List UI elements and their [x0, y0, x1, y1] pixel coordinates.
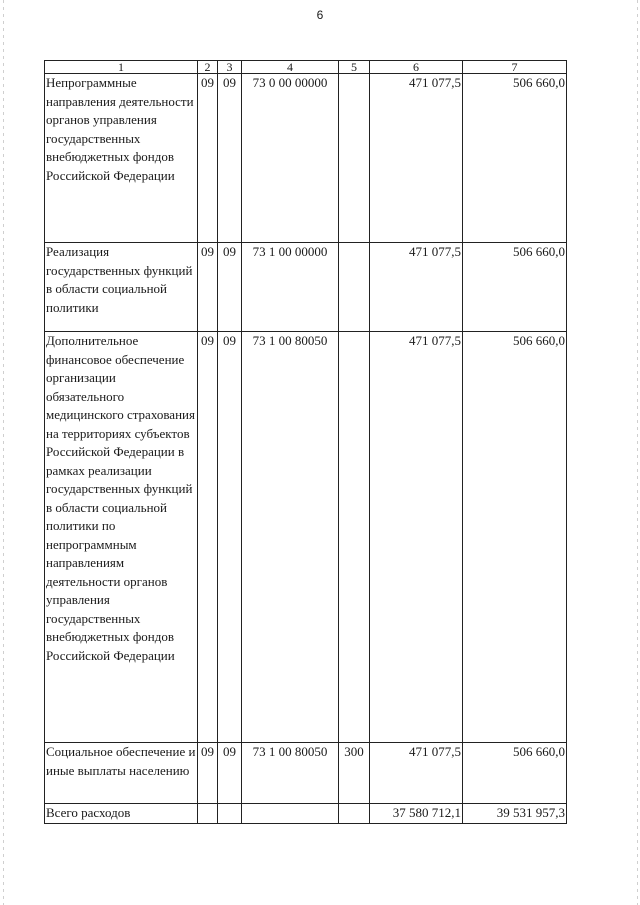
row-expense-type — [339, 243, 370, 332]
table-row — [45, 332, 567, 743]
row-subsection-code: 09 — [218, 74, 242, 243]
row-name: Дополнительное финансовое обеспечение организации обязательного медицинского страхования на территориях субъектов Российской Федерации в рамках реализации государственных функций в области социальной политики по непрограммным направлениям деятельности органов управления государственных внебюджетных фондов Российской Федерации — [45, 332, 198, 743]
row-section-code: 09 — [198, 74, 218, 243]
row-amount-1: 471 077,5 — [370, 332, 463, 743]
row-amount-2: 506 660,0 — [463, 743, 567, 804]
row-name: Социальное обеспечение и иные выплаты населению — [45, 743, 198, 804]
row-amount-2: 506 660,0 — [463, 332, 567, 743]
header-col-7: 7 — [463, 61, 567, 74]
header-col-3: 3 — [218, 61, 242, 74]
total-empty-cell — [218, 804, 242, 824]
page-number: 6 — [316, 8, 324, 22]
table-row — [45, 74, 567, 243]
row-name: Непрограммные направления деятельности органов управления государственных внебюджетных фондов Российской Федерации — [45, 74, 198, 243]
row-amount-2: 506 660,0 — [463, 243, 567, 332]
row-expense-type — [339, 332, 370, 743]
row-amount-1: 471 077,5 — [370, 743, 463, 804]
row-target-article: 73 1 00 00000 — [242, 243, 339, 332]
row-subsection-code: 09 — [218, 243, 242, 332]
row-amount-1: 471 077,5 — [370, 243, 463, 332]
row-expense-type — [339, 74, 370, 243]
row-target-article: 73 1 00 80050 — [242, 332, 339, 743]
row-section-code: 09 — [198, 243, 218, 332]
table-header-row — [45, 61, 567, 74]
scan-edge-left — [3, 0, 4, 905]
header-col-6: 6 — [370, 61, 463, 74]
row-section-code: 09 — [198, 743, 218, 804]
row-subsection-code: 09 — [218, 332, 242, 743]
row-section-code: 09 — [198, 332, 218, 743]
total-row — [45, 804, 567, 824]
total-amount-2: 39 531 957,3 — [463, 804, 567, 824]
row-target-article: 73 1 00 80050 — [242, 743, 339, 804]
header-col-1: 1 — [45, 61, 198, 74]
table-row — [45, 743, 567, 804]
total-empty-cell — [198, 804, 218, 824]
total-empty-cell — [339, 804, 370, 824]
table-row — [45, 243, 567, 332]
row-target-article: 73 0 00 00000 — [242, 74, 339, 243]
total-empty-cell — [242, 804, 339, 824]
budget-table — [44, 60, 567, 824]
row-subsection-code: 09 — [218, 743, 242, 804]
row-amount-2: 506 660,0 — [463, 74, 567, 243]
header-col-4: 4 — [242, 61, 339, 74]
row-amount-1: 471 077,5 — [370, 74, 463, 243]
total-amount-1: 37 580 712,1 — [370, 804, 463, 824]
row-expense-type: 300 — [339, 743, 370, 804]
total-label: Всего расходов — [45, 804, 198, 824]
scan-edge-right — [637, 0, 638, 905]
header-col-2: 2 — [198, 61, 218, 74]
header-col-5: 5 — [339, 61, 370, 74]
row-name: Реализация государственных функций в области социальной политики — [45, 243, 198, 332]
